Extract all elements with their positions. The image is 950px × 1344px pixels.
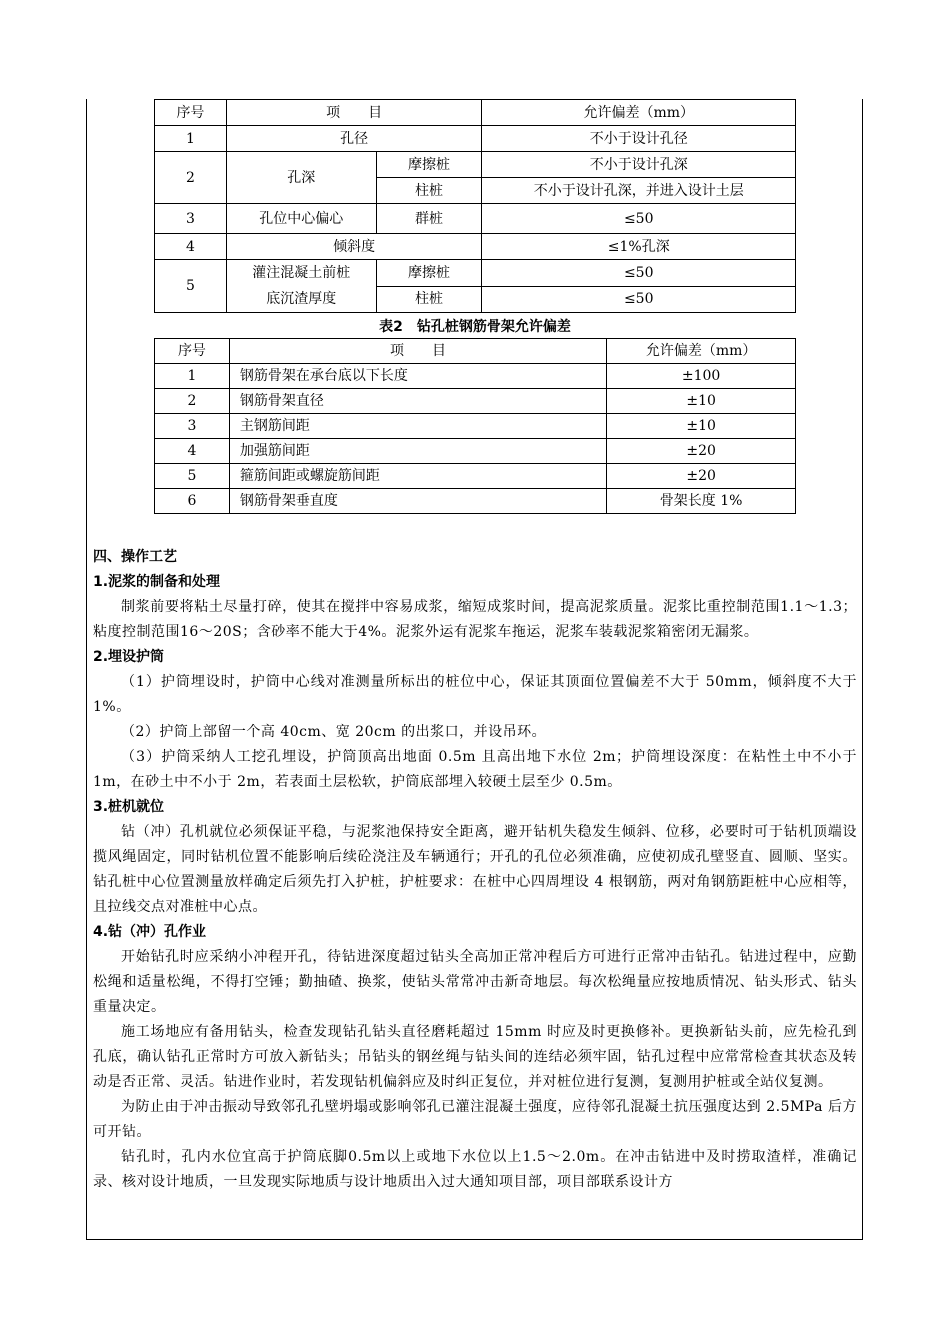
cell-seq: 5 [155,260,227,313]
cell-seq: 3 [155,414,230,439]
subsection-heading: 2.埋设护筒 [93,649,165,665]
table-row [155,260,796,287]
cell-seq: 6 [155,489,230,514]
table-row [155,489,796,514]
table-header-row [155,100,796,126]
cell-item: 钢筋骨架直径 [229,389,606,414]
hole-tolerance-table [154,99,796,313]
cell-subitem: 柱桩 [376,178,482,204]
cell-tolerance: 不小于设计孔深，并进入设计土层 [482,178,796,204]
cell-tolerance: 骨架长度 1% [607,489,796,514]
cell-tolerance: ≤1%孔深 [482,234,796,260]
cell-seq: 5 [155,464,230,489]
cell-item: 钢筋骨架垂直度 [229,489,606,514]
cell-seq: 4 [155,439,230,464]
table-row [155,464,796,489]
table-row [155,234,796,260]
subsection-heading: 4.钻（冲）孔作业 [93,924,207,940]
cell-item: 孔径 [226,126,482,152]
cell-tolerance: ±100 [607,364,796,389]
section-title: 四、操作工艺 [93,549,177,565]
table-row [155,152,796,178]
paragraph: （2）护筒上部留一个高 40cm、宽 20cm 的出浆口，并设吊环。 [121,724,547,740]
cell-item: 箍筋间距或螺旋筋间距 [229,464,606,489]
paragraph: （3）护筒采纳人工挖孔埋设，护筒顶高出地面 0.5m 且高出地下水位 2m；护筒埋设深度：在粘性土中不小于 1m，在砂土中不小于 2m，若表面土层松软，护筒底部埋入较硬土层至少 0.5m。 [93,749,857,790]
table-row [155,389,796,414]
operation-process-section [93,545,857,1195]
paragraph: 钻孔时，孔内水位宜高于护筒底脚0.5m以上或地下水位以上1.5～2.0m。在冲击钻进中及时捞取渣样，准确记录、核对设计地质，一旦发现实际地质与设计地质出入过大通知项目部，项目部联系设计方 [93,1149,857,1190]
cell-subitem: 摩擦桩 [376,152,482,178]
header-seq: 序号 [155,100,227,126]
cell-seq: 2 [155,152,227,204]
header-seq: 序号 [155,339,230,364]
cell-item: 主钢筋间距 [229,414,606,439]
cell-item: 孔深 [226,152,376,204]
cell-seq: 3 [155,204,227,234]
cell-item-line2: 底沉渣厚度 [266,291,337,307]
cell-item: 加强筋间距 [229,439,606,464]
paragraph: （1）护筒埋设时，护筒中心线对准测量所标出的桩位中心，保证其顶面位置偏差不大于 50mm，倾斜度不大于 1%。 [93,674,857,715]
header-tolerance: 允许偏差（mm） [607,339,796,364]
cell-item-line1: 灌注混凝土前桩 [252,265,351,281]
paragraph: 制浆前要将粘土尽量打碎，使其在搅拌中容易成浆，缩短成浆时间，提高泥浆质量。泥浆比重控制范围1.1～1.3；粘度控制范围16～20S；含砂率不能大于4%。泥浆外运有泥浆车拖运，泥浆车装载泥浆箱密闭无漏浆。 [93,599,857,640]
paragraph: 施工场地应有备用钻头，检查发现钻孔钻头直径磨耗超过 15mm 时应及时更换修补。更换新钻头前，应先检孔到孔底，确认钻孔正常时方可放入新钻头；吊钻头的钢丝绳与钻头间的连结必须牢固，钻孔过程中应常常检查其状态及转动是否正常、灵活。钻进作业时，若发现钻机偏斜应及时纠正复位，并对桩位进行复测，复测用护桩或全站仪复测。 [93,1024,857,1090]
cell-tolerance: ≤50 [482,260,796,287]
table-row [155,364,796,389]
header-tolerance: 允许偏差（mm） [482,100,796,126]
cell-subitem: 摩擦桩 [376,260,482,287]
cell-seq: 4 [155,234,227,260]
cell-item: 倾斜度 [226,234,482,260]
cell-subitem: 群桩 [376,204,482,234]
table2-caption: 表2 钻孔桩钢筋骨架允许偏差 [379,319,571,335]
cell-seq: 1 [155,126,227,152]
cell-item [226,260,376,313]
cell-item: 孔位中心偏心 [226,204,376,234]
header-item: 项 目 [226,100,482,126]
subsection-heading: 3.桩机就位 [93,799,165,815]
cell-tolerance: ±20 [607,464,796,489]
table-row [155,439,796,464]
cell-item: 钢筋骨架在承台底以下长度 [229,364,606,389]
cell-seq: 2 [155,389,230,414]
cell-tolerance: ≤50 [482,286,796,313]
subsection-heading: 1.泥浆的制备和处理 [93,574,221,590]
paragraph: 开始钻孔时应采纳小冲程开孔，待钻进深度超过钻头全高加正常冲程后方可进行正常冲击钻孔。钻进过程中，应勤松绳和适量松绳，不得打空锤；勤抽碴、换浆，使钻头常常冲击新奇地层。每次松绳量应按地质情况、钻头形式、钻头重量决定。 [93,949,857,1015]
table-row [155,126,796,152]
table-header-row [155,339,796,364]
paragraph: 钻（冲）孔机就位必须保证平稳，与泥浆池保持安全距离，避开钻机失稳发生倾斜、位移，必要时可于钻机顶端设揽风绳固定，同时钻机位置不能影响后续砼浇注及车辆通行；开孔的孔位必须准确，应使初成孔壁竖直、圆顺、坚实。钻孔桩中心位置测量放样确定后须先打入护桩，护桩要求：在桩中心四周埋设 4 根钢筋，两对角钢筋距桩中心应相等，且拉线交点对准桩中心点。 [93,824,857,915]
cell-subitem: 柱桩 [376,286,482,313]
cell-seq: 1 [155,364,230,389]
table-row [155,204,796,234]
header-item: 项 目 [229,339,606,364]
cell-tolerance: 不小于设计孔深 [482,152,796,178]
cell-tolerance: 不小于设计孔径 [482,126,796,152]
rebar-cage-tolerance-table [154,338,796,514]
cell-tolerance: ±10 [607,389,796,414]
table-row [155,414,796,439]
cell-tolerance: ≤50 [482,204,796,234]
cell-tolerance: ±20 [607,439,796,464]
cell-tolerance: ±10 [607,414,796,439]
paragraph: 为防止由于冲击振动导致邻孔孔壁坍塌或影响邻孔已灌注混凝土强度，应待邻孔混凝土抗压强度达到 2.5MPa 后方可开钻。 [93,1099,857,1140]
